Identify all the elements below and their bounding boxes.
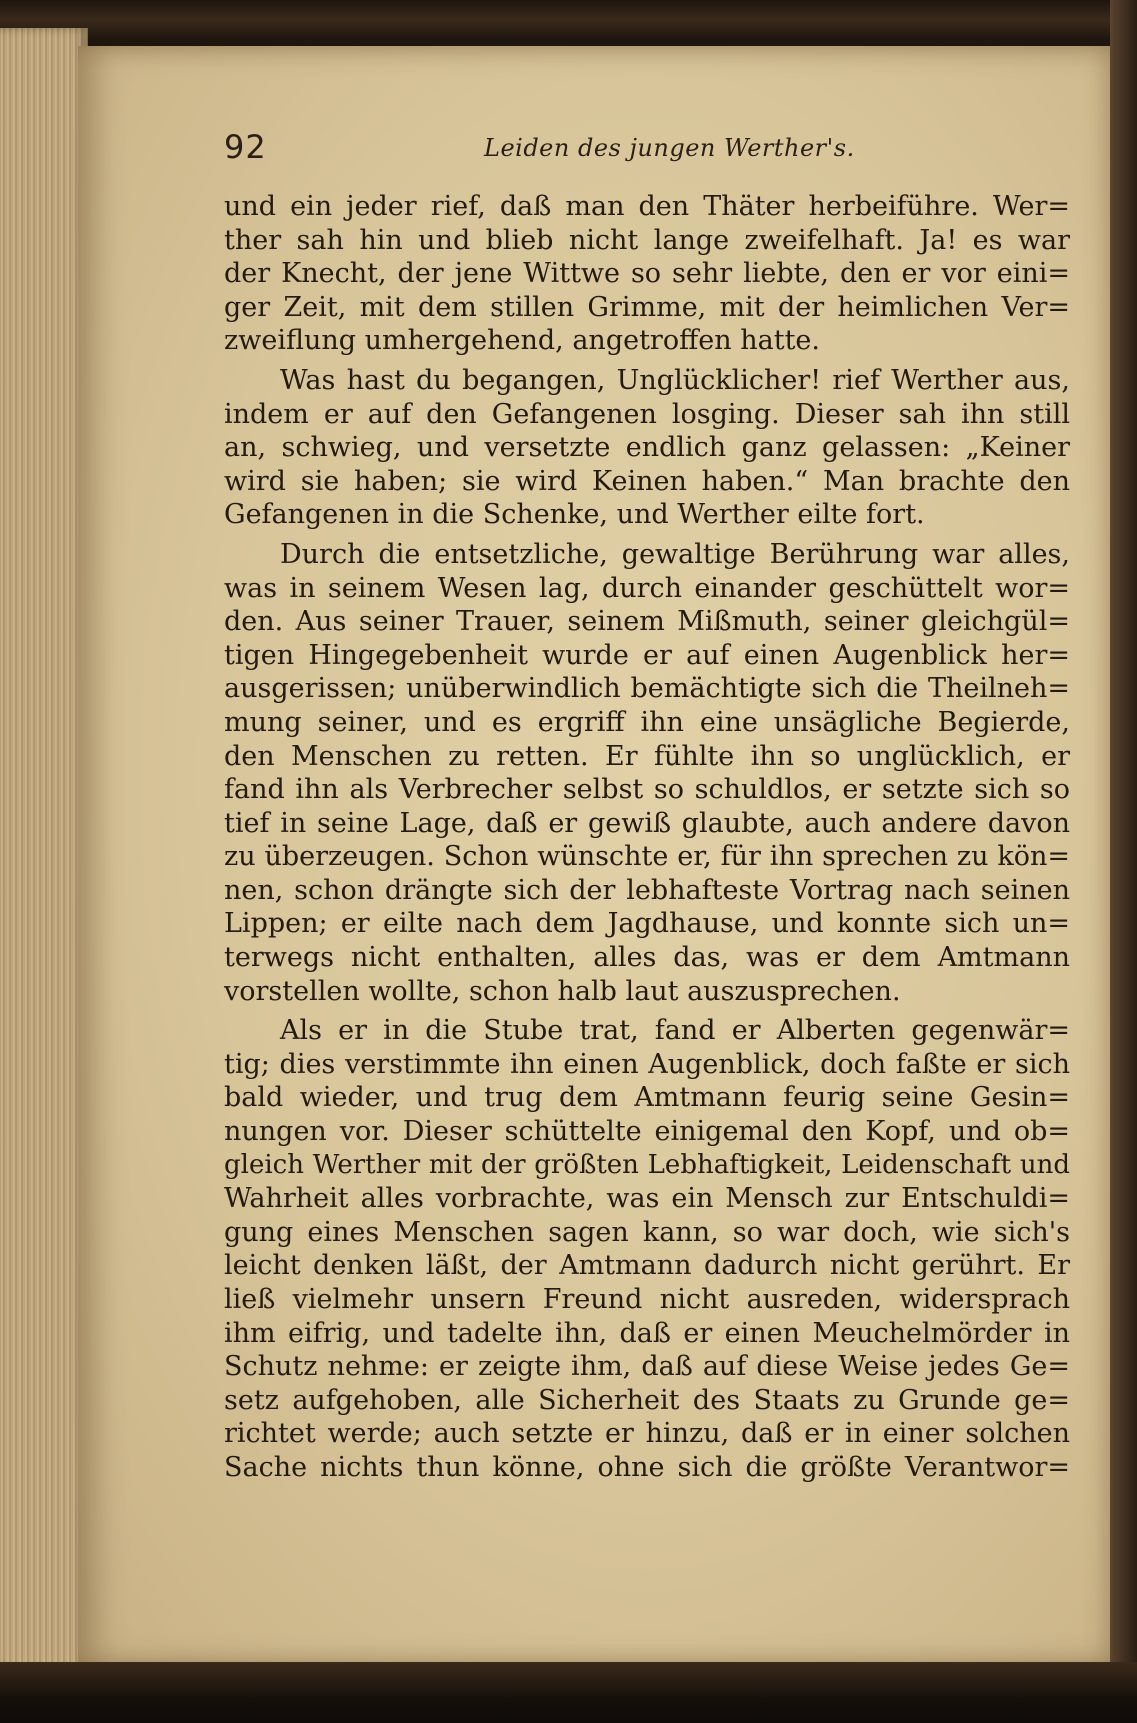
running-head: Leiden des jungen Werther's. (484, 134, 855, 162)
text-line: gung eines Menschen sagen kann, so war doch, wie sich's (224, 1216, 1070, 1248)
paragraph-2 (224, 364, 1070, 532)
text-line: gleich Werther mit der größten Lebhaftigkeit, Leidenschaft und (224, 1149, 1070, 1180)
text-line: Was hast du begangen, Unglücklicher! rief Werther aus, (280, 364, 1070, 396)
text-line: ther sah hin und blieb nicht lange zweifelhaft. Ja! es war (224, 224, 1070, 256)
text-line: an, schwieg, und versetzte endlich ganz gelassen: „Keiner (224, 432, 1070, 464)
text-line: tigen Hingegebenheit wurde er auf einen Augenblick her= (224, 639, 1070, 671)
text-line: fand ihn als Verbrecher selbst so schuldlos, er setzte sich so (224, 774, 1070, 806)
paragraph-4 (224, 1014, 1070, 1484)
text-line: bald wieder, und trug dem Amtmann feurig seine Gesin= (224, 1082, 1070, 1114)
text-line: Schutz nehme: er zeigte ihm, daß auf diese Weise jedes Ge= (224, 1351, 1070, 1383)
text-line: der Knecht, der jene Wittwe so sehr liebte, den er vor eini= (224, 258, 1070, 290)
text-line: nen, schon drängte sich der lebhafteste Vortrag nach seinen (224, 874, 1070, 906)
text-line: mung seiner, und es ergriff ihn eine unsägliche Begierde, (224, 706, 1070, 738)
text-line: richtet werde; auch setzte er hinzu, daß er in einer solchen (224, 1418, 1070, 1450)
page-number: 92 (224, 128, 267, 166)
text-line: ger Zeit, mit dem stillen Grimme, mit der heimlichen Ver= (224, 291, 1070, 323)
text-line: terwegs nicht enthalten, alles das, was er dem Amtmann (224, 942, 1070, 974)
page-header (224, 128, 1070, 172)
text-line: Wahrheit alles vorbrachte, was ein Mensch zur Entschuldi= (224, 1183, 1070, 1215)
text-line: zweiflung umhergehend, angetroffen hatte. (224, 325, 820, 357)
text-line: leicht denken läßt, der Amtmann dadurch nicht gerührt. Er (224, 1250, 1070, 1282)
binding-bottom-edge (0, 1662, 1137, 1723)
text-line: den. Aus seiner Trauer, seinem Mißmuth, seiner gleichgül= (224, 606, 1070, 638)
text-line: und ein jeder rief, daß man den Thäter herbeiführe. Wer= (224, 191, 1070, 222)
text-line: Als er in die Stube trat, fand er Alberten gegenwär= (280, 1015, 1070, 1047)
text-line: was in seinem Wesen lag, durch einander geschüttelt wor= (224, 572, 1070, 604)
binding-right-edge (1110, 0, 1137, 1723)
text-line: indem er auf den Gefangenen losging. Dieser sah ihn still (224, 398, 1070, 430)
text-line: setz aufgehoben, alle Sicherheit des Staats zu Grunde ge= (224, 1384, 1070, 1416)
text-line: Lippen; er eilte nach dem Jagdhause, und konnte sich un= (224, 908, 1070, 940)
text-line: Durch die entsetzliche, gewaltige Berührung war alles, (280, 538, 1070, 570)
text-line: ausgerissen; unüberwindlich bemächtigte sich die Theilneh= (224, 673, 1070, 705)
text-line: Gefangenen in die Schenke, und Werther eilte fort. (224, 499, 925, 531)
text-line: zu überzeugen. Schon wünschte er, für ihn sprechen zu kön= (224, 841, 1070, 873)
text-line: wird sie haben; sie wird Keinen haben.“ Man brachte den (224, 465, 1070, 497)
text-line: Sache nichts thun könne, ohne sich die größte Verantwor= (224, 1451, 1070, 1483)
body-text (224, 190, 1070, 1485)
text-line: den Menschen zu retten. Er fühlte ihn so unglücklich, er (224, 740, 1070, 772)
paragraph-1 (224, 190, 1070, 358)
text-line: ließ vielmehr unsern Freund nicht ausreden, widersprach (224, 1284, 1070, 1315)
text-line: nungen vor. Dieser schüttelte einigemal den Kopf, und ob= (224, 1116, 1070, 1148)
text-line: tief in seine Lage, daß er gewiß glaubte, auch andere davon (224, 807, 1070, 839)
page-stack-edge (0, 28, 88, 1688)
text-line: ihm eifrig, und tadelte ihn, daß er einen Meuchelmörder in (224, 1317, 1070, 1349)
paragraph-3 (224, 538, 1070, 1008)
text-line: tig; dies verstimmte ihn einen Augenblick, doch faßte er sich (224, 1048, 1070, 1080)
text-line: vorstellen wollte, schon halb laut auszusprechen. (224, 975, 901, 1007)
